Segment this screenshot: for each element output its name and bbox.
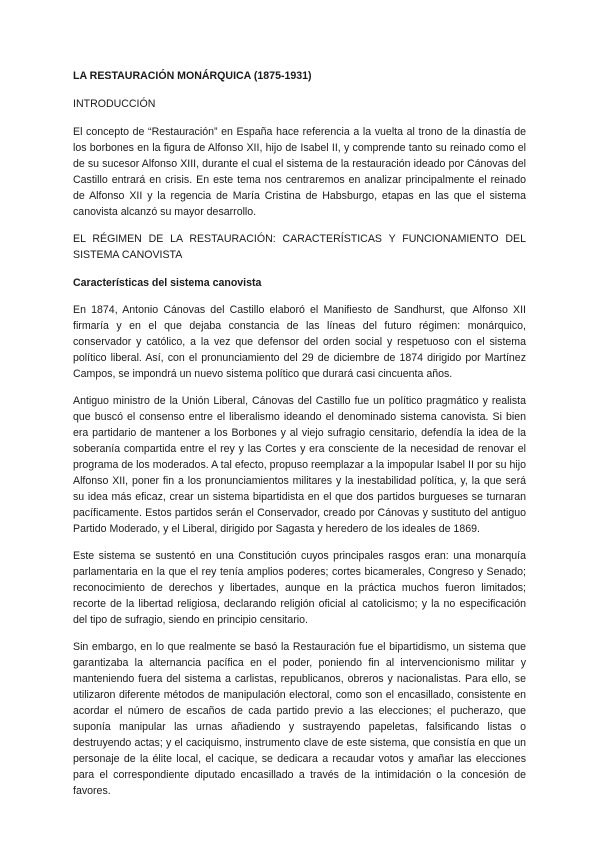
paragraph-constitution: Este sistema se sustentó en una Constitución cuyos principales rasgos eran: una monarquía parlamentaria en la que el rey tenía amplios poderes; cortes bicamerales, Congreso y Senado; reconocimiento de derechos y libertades, aunque en la práctica muchos fueron limitados; recorte de la libertad religiosa, declarando religión oficial al catolicismo; y la no especificación del tipo de sufragio, siendo en principio censitario. bbox=[73, 550, 526, 626]
intro-heading: INTRODUCCIÓN bbox=[73, 98, 156, 110]
document-title: LA RESTAURACIÓN MONÁRQUICA (1875-1931) bbox=[73, 70, 312, 82]
characteristics-subheading: Características del sistema canovista bbox=[73, 277, 262, 289]
paragraph-bipartisanship: Sin embargo, en lo que realmente se basó la Restauración fue el bipartidismo, un sistema que garantizaba la alternancia pacífica en el poder, poniendo fin al intervencionismo militar y manteniendo fuera del sistema a carlistas, republicanos, obreros y nacionalistas. Para ello, se utilizaron diferente métodos de manipulación electoral, como son el encasillado, consistente en acordar el número de escaños de cada partido previo a las elecciones; el pucherazo, que suponía manipular las urnas añadiendo y sustrayendo papeletas, falsificando listas o destruyendo actas; y el caciquismo, instrumento clave de este sistema, que consistía en que un personaje de la élite local, el cacique, se dedicara a recaudar votos y amañar las elecciones para el correspondiente diputado encasillado a través de la intimidación o la concesión de favores. bbox=[73, 641, 526, 797]
paragraph-canovas: Antiguo ministro de la Unión Liberal, Cánovas del Castillo fue un político pragmático y realista que buscó el consenso entre el liberalismo ideando el denominado sistema canovista. Si bien era partidario de mantener a los Borbones y al viejo sufragio censitario, defendía la idea de la soberanía compartida entre el rey y las Cortes y era consciente de la necesidad de renovar el programa de los moderados. A tal efecto, propuso reemplazar a la impopular Isabel II por su hijo Alfonso XII, poner fin a los pronunciamientos militares y la inestabilidad política, y, la que será su idea más eficaz, crear un sistema bipartidista en el que dos partidos burgueses se turnaran pacíficamente. Estos partidos serán el Conservador, creado por Cánovas y sustituto del antiguo Partido Moderado, y el Liberal, dirigido por Sagasta y heredero de los ideales de 1869. bbox=[73, 395, 526, 535]
document-page bbox=[73, 68, 526, 810]
intro-paragraph: El concepto de “Restauración” en España hace referencia a la vuelta al trono de la dinastía de los borbones en la figura de Alfonso XII, hijo de Isabel II, y comprende tanto su reinado como el de su sucesor Alfonso XIII, durante el cual el sistema de la restauración ideado por Cánovas del Castillo entrará en crisis. En este tema nos centraremos en analizar principalmente el reinado de Alfonso XII y la regencia de María Cristina de Habsburgo, etapas en las que el sistema canovista alcanzó su mayor desarrollo. bbox=[73, 126, 526, 218]
regime-section-heading: EL RÉGIMEN DE LA RESTAURACIÓN: CARACTERÍSTICAS Y FUNCIONAMIENTO DEL SISTEMA CANOVISTA bbox=[73, 233, 526, 261]
paragraph-manifesto: En 1874, Antonio Cánovas del Castillo elaboró el Manifiesto de Sandhurst, que Alfonso XII firmaría y en el que dejaba constancia de las líneas del futuro régimen: monárquico, conservador y católico, a la vez que defensor del orden social y respetuoso con el sistema político liberal. Así, con el pronunciamiento del 29 de diciembre de 1874 dirigido por Martínez Campos, se impondrá un nuevo sistema político que durará casi cincuenta años. bbox=[73, 304, 526, 380]
